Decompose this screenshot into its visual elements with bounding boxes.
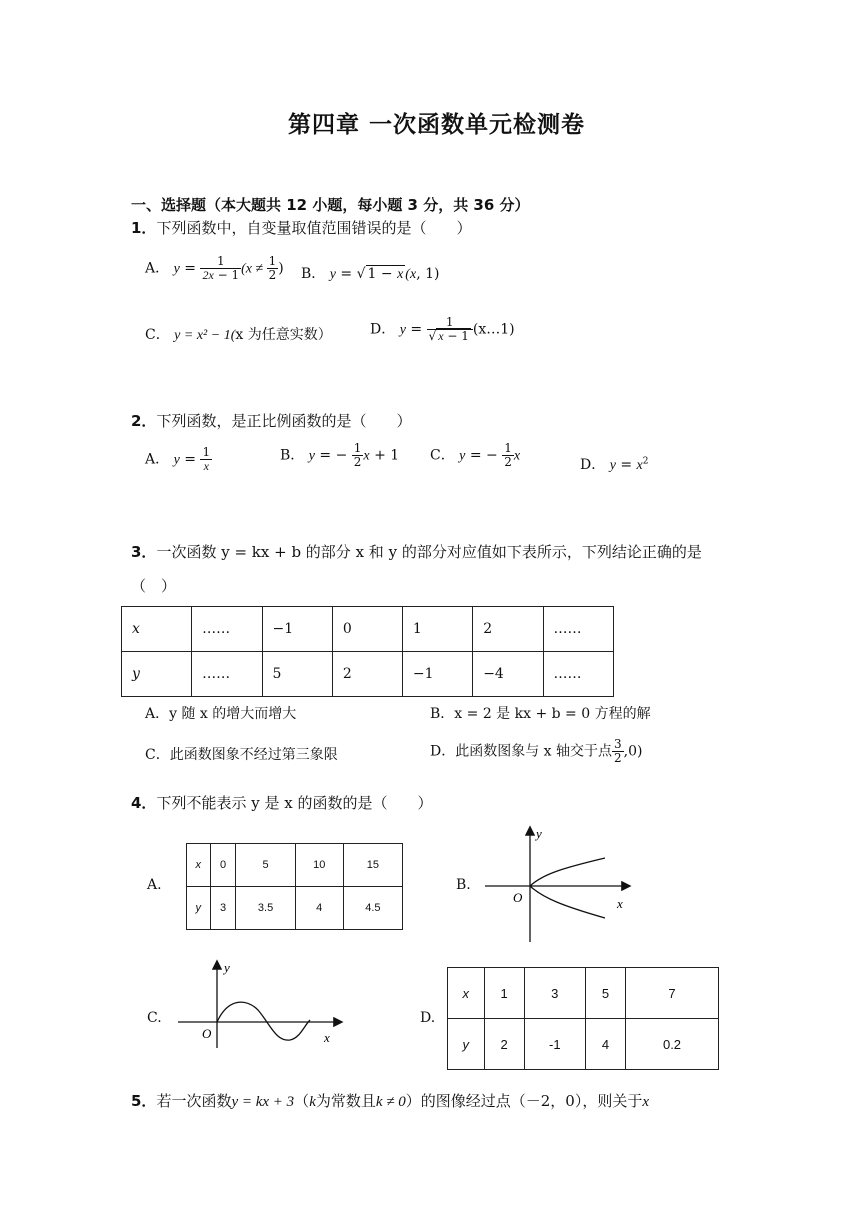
table-cell: 0	[332, 607, 402, 652]
q4-option-d-label: D.	[420, 1010, 436, 1026]
table-cell: y	[122, 652, 192, 697]
table-cell: 2	[484, 1019, 524, 1070]
x-axis-label: x	[324, 1030, 330, 1045]
page-title: 第四章 一次函数单元检测卷	[288, 112, 586, 138]
question-number: 2．	[131, 412, 157, 430]
q3-option-d: D．此函数图象与 x 轴交于点 $\frac{3}{2}$ ,0)	[430, 737, 643, 765]
question-stem: 下列函数，是正比例函数的是（ ）	[156, 412, 412, 430]
origin-label: O	[513, 890, 523, 905]
section-heading: 一、选择题（本大题共 12 小题，每小题 3 分，共 36 分）	[131, 196, 530, 214]
table-cell: ……	[543, 607, 614, 652]
q4-option-d-table	[447, 967, 719, 1070]
question-4	[131, 792, 432, 813]
wave-curve	[217, 1002, 310, 1040]
q4-option-c-label: C.	[147, 1010, 162, 1026]
table-cell: 5	[585, 968, 625, 1019]
question-stem: 下列函数中，自变量取值范围错误的是（ ）	[156, 219, 472, 237]
table-cell: −1	[262, 607, 332, 652]
table-cell: 4	[295, 887, 343, 930]
table-cell: 2	[332, 652, 402, 697]
origin-label: O	[202, 1026, 212, 1041]
q3-option-c: C．此函数图象不经过第三象限	[145, 747, 338, 763]
q4-option-b-label: B.	[456, 877, 471, 893]
table-cell: 0	[210, 844, 236, 887]
y-axis-label: y	[536, 826, 542, 841]
q1-option-c: C． y = x² − 1(x 为任意实数）	[145, 327, 332, 343]
table-cell: −4	[473, 652, 543, 697]
q2-option-b: B． y = − $\frac{1}{2}$ x + 1	[280, 441, 400, 469]
table-cell: ……	[192, 607, 262, 652]
q2-option-d: D． $y = x^2$	[580, 456, 649, 473]
q3-value-table	[121, 606, 614, 697]
q2-option-c: C． y = − $\frac{1}{2}$ x	[430, 441, 521, 469]
q2-option-a: A． y = $\frac{1}{x}$	[145, 445, 211, 473]
table-cell: x	[122, 607, 192, 652]
table-cell: y	[187, 887, 211, 930]
table-cell: x	[448, 968, 485, 1019]
table-cell: 4.5	[343, 887, 402, 930]
question-stem: 一次函数 y = kx + b 的部分 x 和 y 的部分对应值如下表所示，下列结论正确的是	[156, 543, 702, 561]
table-cell: 1	[484, 968, 524, 1019]
question-number: 4．	[131, 794, 157, 812]
table-cell: x	[187, 844, 211, 887]
question-3-paren: （ ）	[131, 577, 177, 595]
curve-lower	[530, 886, 605, 918]
table-cell: 5	[236, 844, 295, 887]
table-cell: 3	[524, 968, 585, 1019]
table-cell: 1	[402, 607, 472, 652]
q1-option-b: B． y = √ 1 − x (x, 1)	[301, 266, 440, 282]
question-number: 1．	[131, 219, 157, 237]
table-cell: 3	[210, 887, 236, 930]
y-axis-label: y	[224, 960, 230, 975]
question-2	[131, 410, 411, 431]
table-cell: 5	[262, 652, 332, 697]
q4-option-c-graph	[176, 958, 346, 1050]
curve-upper	[530, 858, 605, 886]
question-3	[131, 541, 702, 562]
table-cell: y	[448, 1019, 485, 1070]
q4-option-a-label: A.	[147, 877, 162, 893]
question-number: 3．	[131, 543, 157, 561]
question-number: 5．	[131, 1092, 157, 1110]
table-cell: 2	[473, 607, 543, 652]
q3-option-b: B．x = 2 是 kx + b = 0 方程的解	[430, 706, 651, 722]
q4-option-a-table	[186, 843, 403, 930]
x-axis-label: x	[617, 896, 623, 911]
table-cell: ……	[192, 652, 262, 697]
q1-option-a: A． y = $\frac{1}{2x - 1}$ (x ≠ $\frac{1}{2}$ )	[145, 254, 284, 282]
question-stem: 下列不能表示 y 是 x 的函数的是（ ）	[156, 794, 433, 812]
question-5: 5．若一次函数y = kx + 3（k为常数且k ≠ 0）的图像经过点（－2，0），则关于x	[131, 1092, 650, 1110]
table-cell: 7	[626, 968, 719, 1019]
table-cell: 10	[295, 844, 343, 887]
table-cell: 0.2	[626, 1019, 719, 1070]
q3-option-a: A．y 随 x 的增大而增大	[145, 706, 297, 722]
table-cell: ……	[543, 652, 614, 697]
table-cell: 3.5	[236, 887, 295, 930]
q4-option-b-graph	[483, 822, 633, 944]
table-cell: -1	[524, 1019, 585, 1070]
q1-option-d: D． y = $\frac{1}{√ x - 1}$ (x…1)	[370, 315, 515, 343]
table-cell: 4	[585, 1019, 625, 1070]
table-cell: −1	[402, 652, 472, 697]
question-1	[131, 217, 471, 238]
table-cell: 15	[343, 844, 402, 887]
